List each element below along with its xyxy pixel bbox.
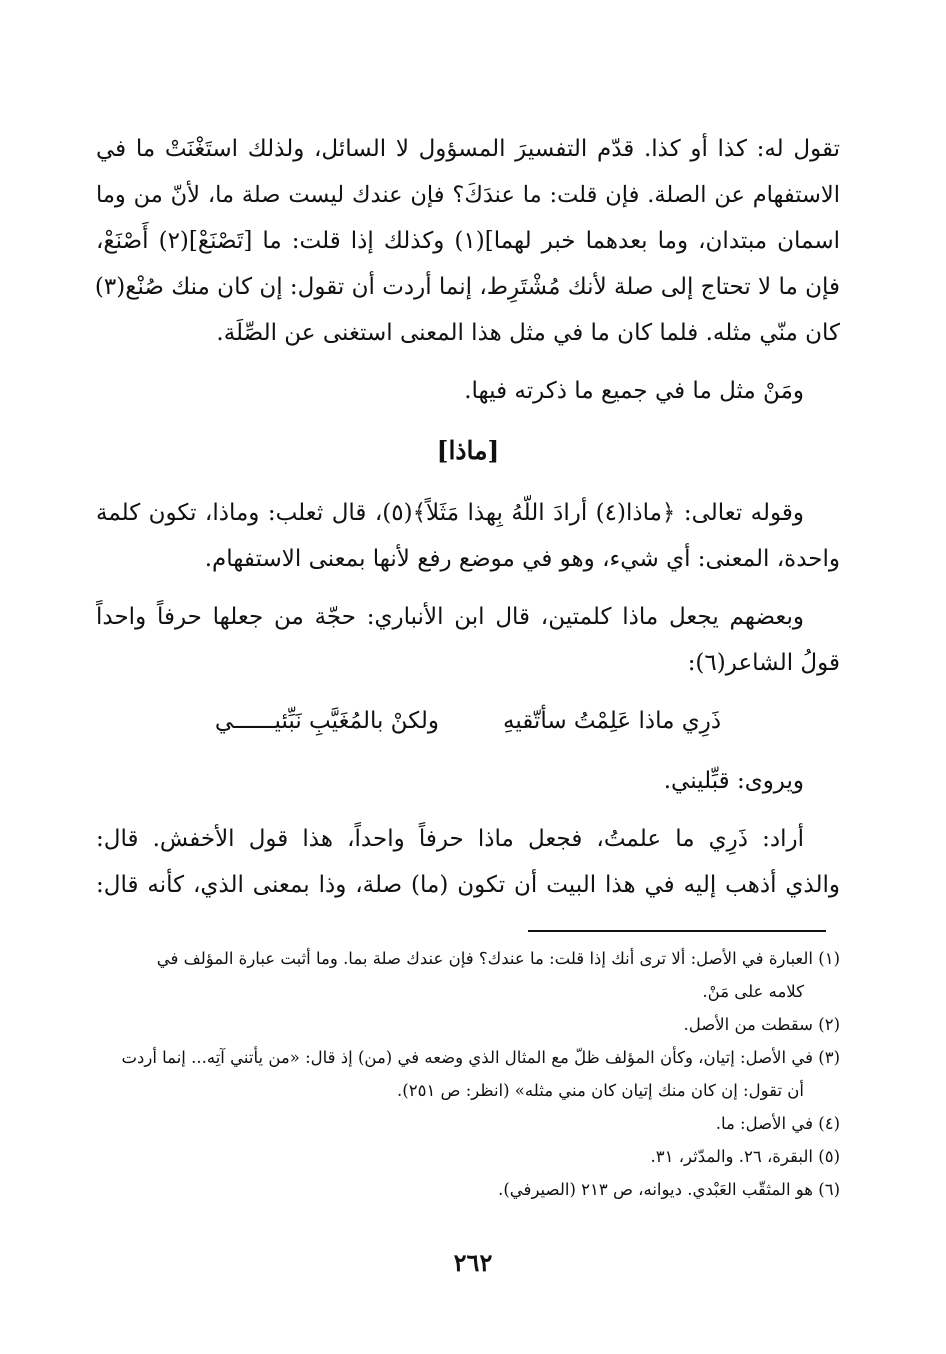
section-heading: [ماذا] <box>436 436 500 465</box>
paragraph <box>96 368 840 414</box>
page-number: ٢٦٢ <box>453 1248 493 1277</box>
paragraph <box>96 126 840 356</box>
text-line: اسمان مبتدان، وما بعدهما خبر لهما](١) وكذلك إذا قلت: ما [تَصْنَعْ](٢) أَصْنَعْ، <box>96 228 840 254</box>
footnotes <box>96 942 840 1206</box>
footnote: (٢) سقطت من الأصل. <box>683 1015 840 1034</box>
footnote: (٤) في الأصل: ما. <box>715 1114 840 1133</box>
paragraph <box>96 816 840 908</box>
poetry-verse <box>96 698 840 744</box>
main-text <box>96 126 840 920</box>
footnote: (٦) هو المثقّب العَبْدي. ديوانه، ص ٢١٣ (الصيرفي). <box>498 1180 840 1199</box>
verse-right-hemistich: ذَرِي ماذا عَلِمْتُ سأتّقيهِ <box>503 708 722 734</box>
footnote: (٥) البقرة، ٢٦. والمدّثر، ٣١. <box>650 1147 840 1166</box>
verse-left-hemistich: ولكنْ بالمُغَيَّبِ نَبِّئيــــــي <box>214 708 440 734</box>
text-line: وبعضهم يجعل ماذا كلمتين، قال ابن الأنباري: حجّة من جعلها حرفاً واحداً <box>96 604 804 630</box>
text-line: فإن ما لا تحتاج إلى صلة لأنك مُشْتَرِط، إنما أردت أن تقول: إن كان منك صُنْع(٣) <box>94 274 840 300</box>
text-line: ويروى: قبِّليني. <box>663 768 804 794</box>
footnote-continuation: كلامه على مَنْ. <box>702 982 804 1001</box>
text-line: ومَنْ مثل ما في جميع ما ذكرته فيها. <box>464 378 804 404</box>
paragraph <box>96 758 840 804</box>
text-line: كان منّي مثله. فلما كان ما في مثل هذا المعنى استغنى عن الصِّلَة. <box>216 320 840 346</box>
paragraph <box>96 594 840 686</box>
footnote-separator <box>528 930 826 932</box>
text-line: وقوله تعالى: ﴿ماذا(٤) أرادَ اللّهُ بِهذا مَثَلاً﴾(٥)، قال ثعلب: وماذا، تكون كلمة <box>96 500 805 526</box>
footnote-continuation: أن تقول: إن كان منك إتيان كان مني مثله» (انظر: ص ٢٥١). <box>397 1081 804 1100</box>
text-line: تقول له: كذا أو كذا. قدّم التفسيرَ المسؤول لا السائل، ولذلك استَغْنَتْ ما في <box>96 136 840 162</box>
text-line: واحدة، المعنى: أي شيء، وهو في موضع رفع لأنها بمعنى الاستفهام. <box>204 546 840 572</box>
footnote: (١) العبارة في الأصل: ألا ترى أنك إذا قلت: ما عندك؟ فإن عندك صلة بما. وما أثبت عبارة المؤلف في <box>156 949 840 968</box>
paragraph <box>96 490 840 582</box>
text-line: أراد: ذَرِي ما علمتُ، فجعل ماذا حرفاً واحداً، هذا قول الأخفش. قال: <box>96 826 804 852</box>
text-line: الاستفهام عن الصلة. فإن قلت: ما عندَكَ؟ فإن عندك ليست صلة ما، لأنّ من وما <box>96 182 840 208</box>
text-line: والذي أذهب إليه في هذا البيت أن تكون (ما) صلة، وذا بمعنى الذي، كأنه قال: <box>96 872 840 898</box>
text-line: قولُ الشاعر(٦): <box>687 650 840 676</box>
footnote: (٣) في الأصل: إتيان، وكأن المؤلف ظلّ مع المثال الذي وضعه في (من) إذ قال: «من يأتني آتِه... إنما أردت <box>121 1048 840 1067</box>
